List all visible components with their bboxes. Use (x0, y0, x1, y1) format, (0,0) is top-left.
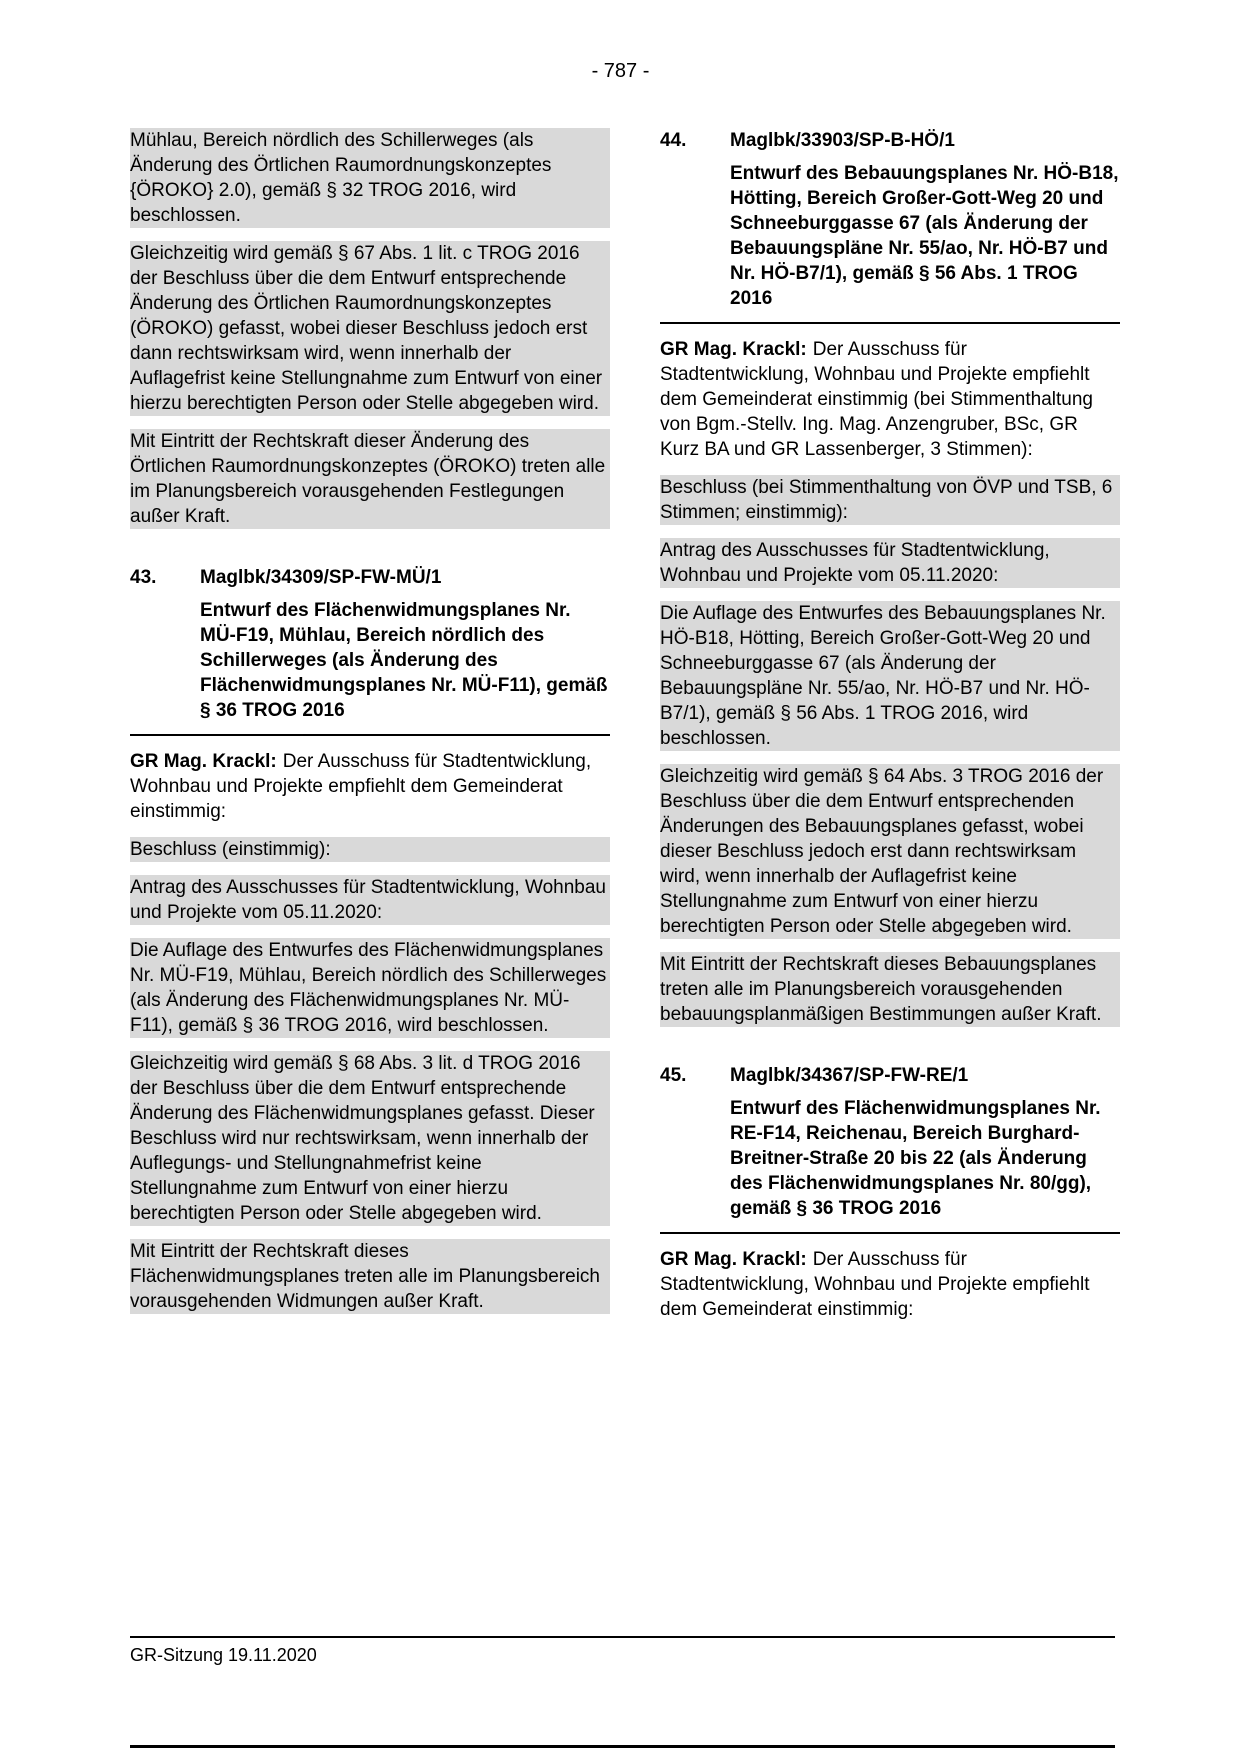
agenda-item-45-heading (660, 1063, 1120, 1221)
agenda-item-number: 44. (660, 130, 687, 151)
agenda-item-code: Maglbk/34309/SP-FW-MÜ/1 (200, 567, 442, 588)
agenda-item-code: Maglbk/33903/SP-B-HÖ/1 (730, 130, 955, 151)
page-footer (130, 1636, 1115, 1666)
heading-rule (660, 1232, 1120, 1234)
resolution-paragraph: Mit Eintritt der Rechtskraft dieses Flächenwidmungsplanes treten alle im Planungsbereich vorausgehenden Widmungen außer Kraft. (130, 1239, 610, 1314)
footer-text: GR-Sitzung 19.11.2020 (130, 1645, 317, 1665)
antrag-paragraph: Antrag des Ausschusses für Stadtentwicklung, Wohnbau und Projekte vom 05.11.2020: (130, 875, 610, 925)
resolution-paragraph: Mit Eintritt der Rechtskraft dieses Bebauungsplanes treten alle im Planungsbereich vorausgehenden bebauungsplanmäßigen Bestimmungen außer Kraft. (660, 952, 1120, 1027)
speaker-text: Der Ausschuss für Stadtentwicklung, Wohnbau und Projekte empfiehlt dem Gemeinderat einstimmig: (660, 1249, 1090, 1320)
speaker-paragraph (660, 1247, 1120, 1322)
resolution-paragraph: Gleichzeitig wird gemäß § 64 Abs. 3 TROG 2016 der Beschluss über die dem Entwurf entsprechenden Änderungen des Bebauungsplanes gefasst, wobei dieser Beschluss jedoch erst dann rechtswirksam wird, wenn innerhalb der Auflagefrist keine Stellungnahme zum Entwurf von einer hierzu berechtigten Person oder Stelle abgegeben wird. (660, 764, 1120, 939)
speaker-paragraph (130, 749, 610, 824)
agenda-item-title: Entwurf des Flächenwidmungsplanes Nr. MÜ-F19, Mühlau, Bereich nördlich des Schillerweges (als Änderung des Flächenwidmungsplanes Nr. MÜ-F11), gemäß § 36 TROG 2016 (200, 600, 608, 721)
speaker-name: GR Mag. Krackl: (660, 339, 807, 360)
two-column-body (130, 128, 1120, 1335)
column-left (130, 128, 610, 1335)
agenda-item-44-heading (660, 128, 1120, 311)
agenda-item-code: Maglbk/34367/SP-FW-RE/1 (730, 1065, 969, 1086)
speaker-text: Der Ausschuss für Stadtentwicklung, Wohnbau und Projekte empfiehlt dem Gemeinderat einstimmig: (130, 751, 592, 822)
beschluss-paragraph: Beschluss (bei Stimmenthaltung von ÖVP und TSB, 6 Stimmen; einstimmig): (660, 475, 1120, 525)
agenda-item-number: 45. (660, 1065, 687, 1086)
agenda-item-title: Entwurf des Bebauungsplanes Nr. HÖ-B18, Hötting, Bereich Großer-Gott-Weg 20 und Schneeburggasse 67 (als Änderung der Bebauungspläne Nr. 55/ao, Nr. HÖ-B7 und Nr. HÖ-B7/1), gemäß § 56 Abs. 1 TROG 2016 (730, 163, 1119, 309)
heading-rule (130, 734, 610, 736)
agenda-item-line (660, 128, 1120, 153)
agenda-item-line (660, 1063, 1120, 1088)
antrag-paragraph: Antrag des Ausschusses für Stadtentwicklung, Wohnbau und Projekte vom 05.11.2020: (660, 538, 1120, 588)
page-number: - 787 - (591, 60, 650, 82)
speaker-paragraph (660, 337, 1120, 462)
speaker-text: Der Ausschuss für Stadtentwicklung, Wohnbau und Projekte empfiehlt dem Gemeinderat einstimmig (bei Stimmenthaltung von Bgm.-Stellv. Ing. Mag. Anzengruber, BSc, GR Kurz BA und GR Lassenberger, 3 Stimmen): (660, 339, 1093, 460)
resolution-paragraph: Gleichzeitig wird gemäß § 67 Abs. 1 lit. c TROG 2016 der Beschluss über die dem Entwurf entsprechende Änderung des Örtlichen Raumordnungskonzeptes (ÖROKO) gefasst, wobei dieser Beschluss jedoch erst dann rechtswirksam wird, wenn innerhalb der Auflagefrist keine Stellungnahme zum Entwurf von einer hierzu berechtigten Person oder Stelle abgegeben wird. (130, 241, 610, 416)
heading-rule (660, 322, 1120, 324)
agenda-item-43-heading (130, 565, 610, 723)
agenda-item-line (130, 565, 610, 590)
agenda-item-title: Entwurf des Flächenwidmungsplanes Nr. RE-F14, Reichenau, Bereich Burghard-Breitner-Straße 20 bis 22 (als Änderung des Flächenwidmungsplanes Nr. 80/gg), gemäß § 36 TROG 2016 (730, 1098, 1101, 1219)
resolution-paragraph: Die Auflage des Entwurfes des Bebauungsplanes Nr. HÖ-B18, Hötting, Bereich Großer-Gott-Weg 20 und Schneeburggasse 67 (als Änderung der Bebauungspläne Nr. 55/ao, Nr. HÖ-B7 und Nr. HÖ-B7/1), gemäß § 56 Abs. 1 TROG 2016, wird beschlossen. (660, 601, 1120, 751)
speaker-name: GR Mag. Krackl: (130, 751, 277, 772)
resolution-paragraph: Die Auflage des Entwurfes des Flächenwidmungsplanes Nr. MÜ-F19, Mühlau, Bereich nördlich des Schillerweges (als Änderung des Flächenwidmungsplanes Nr. MÜ-F11), gemäß § 36 TROG 2016, wird beschlossen. (130, 938, 610, 1038)
agenda-item-number: 43. (130, 567, 157, 588)
beschluss-paragraph: Beschluss (einstimmig): (130, 837, 610, 862)
resolution-paragraph: Mit Eintritt der Rechtskraft dieser Änderung des Örtlichen Raumordnungskonzeptes (ÖROKO) treten alle im Planungsbereich vorausgehenden Festlegungen außer Kraft. (130, 429, 610, 529)
column-right (660, 128, 1120, 1335)
resolution-paragraph: Gleichzeitig wird gemäß § 68 Abs. 3 lit. d TROG 2016 der Beschluss über die dem Entwurf entsprechende Änderung des Flächenwidmungsplanes gefasst. Dieser Beschluss wird nur rechtswirksam, wenn innerhalb der Auflegungs- und Stellungnahmefrist keine Stellungnahme zum Entwurf von einer hierzu berechtigten Person oder Stelle abgegeben wird. (130, 1051, 610, 1226)
resolution-paragraph: Mühlau, Bereich nördlich des Schillerweges (als Änderung des Örtlichen Raumordnungskonzeptes {ÖROKO} 2.0), gemäß § 32 TROG 2016, wird beschlossen. (130, 128, 610, 228)
speaker-name: GR Mag. Krackl: (660, 1249, 807, 1270)
page-bottom-rule (130, 1745, 1115, 1748)
